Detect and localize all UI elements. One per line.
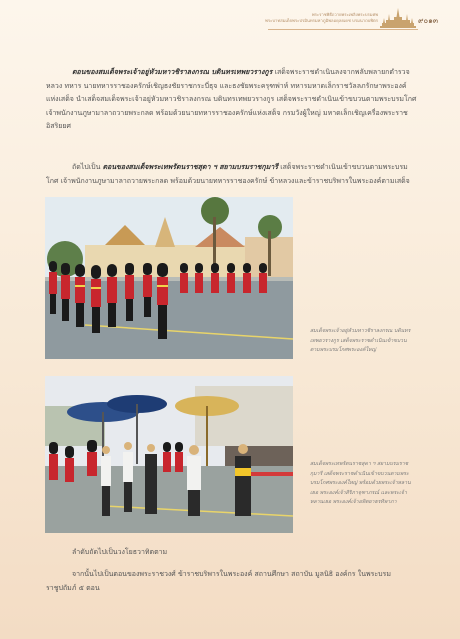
photo-king-procession <box>45 197 293 359</box>
header-line-2: พระบาทสมเด็จพระปรมินทรมหาภูมิพลอดุลยเดช บรมนาถบพิตร <box>265 18 378 23</box>
paragraph-king-procession <box>46 66 418 134</box>
page-number: ๙๐๑๓ <box>418 16 438 25</box>
princess-lead-text: ถัดไปเป็น <box>72 163 103 171</box>
paragraph-band: ลำดับถัดไปเป็นวงโยธวาทิตตาม <box>72 548 168 556</box>
caption-photo-1: สมเด็จพระเจ้าอยู่หัวมหาวชิราลงกรณ บดินทรเทพยวรางกูร เสด็จพระราชดำเนินเข้าขบวนตามพระบรมโกศพระองค์ใหญ่ <box>310 328 411 353</box>
royal-crematorium-emblem-icon <box>380 8 416 30</box>
caption-photo-2: สมเด็จพระเทพรัตนราชสุดา ฯ สยามบรมราชกุมารี เสด็จพระราชดำเนินเข้าขบวนตามพระบรมโกศพระองค์ใหญ่ พร้อมด้วยพระเจ้าหลานเธอ พระองค์เจ้าสิริภาจุฑาภรณ์ และพระเจ้าหลานเธอ พระองค์เจ้าอทิตยาธรทิพาภา <box>310 461 411 505</box>
paragraph-royal-family-segment: จากนั้นไปเป็นตอนของพระราชวงศ์ ข้าราชบริพารในพระองค์ สถานศึกษา สถาบัน มูลนิธิ องค์กร ในพระบรมราชูปถัมภ์ ๕ ตอน <box>46 570 391 592</box>
photo-princess-procession <box>45 376 293 533</box>
header-line-1: พระราชพิธีถวายพระเพลิงพระบรมศพ <box>311 12 378 17</box>
princess-segment-title: ตอนของสมเด็จพระเทพรัตนราชสุดา ฯ สยามบรมราชกุมารี <box>102 163 279 171</box>
king-segment-text: เสด็จพระราชดำเนินลงจากพลับพลายกตำรวจหลวง ทหาร นายทหารราชองครักษ์เชิญธงชัยราชกระบี่ธุจ และธงชัยพระครุฑพ่าห์ ทหารมหาดเล็กราชวัลลภรักษาพระองค์แห่งเสด็จ นำเสด็จสมเด็จพระเจ้าอยู่หัวมหาวชิราลงกรณ บดินทรเทพยวรางกูร เสด็จพระราชดำเนินเข้าขบวนตามพระบรมโกศ เจ้าพนักงานภูษามาลาถวายพระกลด พร้อมด้วยนายทหารราชองครักษ์แห่งเสด็จ กรมวังผู้ใหญ่ มหาดเล็กเชิญเครื่องพระราชอิสริยยศ <box>46 68 417 131</box>
paragraph-princess-procession <box>46 161 418 188</box>
running-header <box>265 12 378 24</box>
king-segment-title: ตอนของสมเด็จพระเจ้าอยู่หัวมหาวชิราลงกรณ บดินทรเทพยวรางกูร <box>72 68 273 76</box>
princess-segment-text: เสด็จพระราชดำเนินเข้าขบวนตามพระบรมโกศ เจ้าพนักงานภูษามาลาถวายพระกลด พร้อมด้วยนายทหารราชองครักษ์ ข้าหลวงและข้าราชบริพารในพระองค์ตามเสด็จ <box>46 163 410 185</box>
